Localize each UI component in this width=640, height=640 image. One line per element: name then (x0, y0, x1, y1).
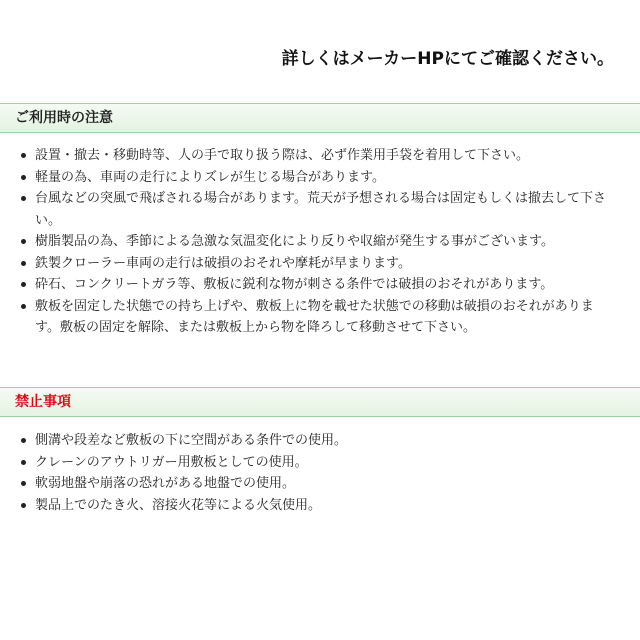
list-item (20, 452, 614, 474)
list-item (20, 296, 614, 339)
list-item-text: 側溝や段差など敷板の下に空間がある条件での使用。 (35, 433, 348, 448)
bullet-icon (21, 503, 26, 508)
bullet-icon (21, 460, 26, 465)
list-item-text: 敷板を固定した状態での持ち上げや、敷板上に物を載せた状態での移動は破損のおそれがあります。敷板の固定を解除、または敷板上から物を降ろして移動させて下さい。 (35, 298, 594, 335)
bullet-icon (21, 282, 26, 287)
prohibited-list (0, 430, 614, 516)
usage-precautions-section (0, 103, 640, 339)
manufacturer-notice: 詳しくはメーカーHPにてご確認ください。 (281, 49, 614, 69)
bullet-icon (21, 438, 26, 443)
list-item-text: 軟弱地盤や崩落の恐れがある地盤での使用。 (35, 476, 296, 491)
list-item (20, 473, 614, 495)
bullet-icon (21, 153, 26, 158)
list-item-text: 設置・撤去・移動時等、人の手で取り扱う際は、必ず作業用手袋を着用して下さい。 (35, 148, 530, 163)
list-item-text: 鉄製クローラー車両の走行は破損のおそれや摩耗が早まります。 (35, 255, 411, 271)
list-item (20, 495, 614, 517)
bullet-icon (21, 481, 26, 486)
list-item (20, 430, 614, 452)
bullet-icon (21, 239, 26, 244)
usage-precautions-title: ご利用時の注意 (0, 103, 640, 133)
list-item-text: クレーンのアウトリガー用敷板としての使用。 (35, 454, 308, 470)
bullet-icon (21, 196, 26, 201)
prohibited-title: 禁止事項 (0, 387, 640, 417)
bullet-icon (21, 261, 26, 266)
list-item (20, 145, 614, 167)
list-item-text: 砕石、コンクリートガラ等、敷板に鋭利な物が刺さる条件では破損のおそれがあります。 (35, 277, 554, 292)
list-item-text: 樹脂製品の為、季節による急激な気温変化により反りや収縮が発生する事がございます。 (35, 234, 554, 249)
list-item-text: 軽量の為、車両の走行によりズレが生じる場合があります。 (35, 169, 385, 185)
bullet-icon (21, 175, 26, 180)
list-item (20, 274, 614, 296)
list-item-text: 台風などの突風で飛ばされる場合があります。荒天が予想される場合は固定もしくは撤去して下さい。 (35, 191, 606, 228)
list-item (20, 231, 614, 253)
prohibited-section (0, 387, 640, 516)
list-item-text: 製品上でのたき火、溶接火花等による火気使用。 (35, 497, 322, 513)
list-item (20, 167, 614, 189)
bullet-icon (21, 304, 26, 309)
list-item (20, 253, 614, 275)
list-item (20, 188, 614, 231)
usage-precautions-list (0, 145, 614, 339)
